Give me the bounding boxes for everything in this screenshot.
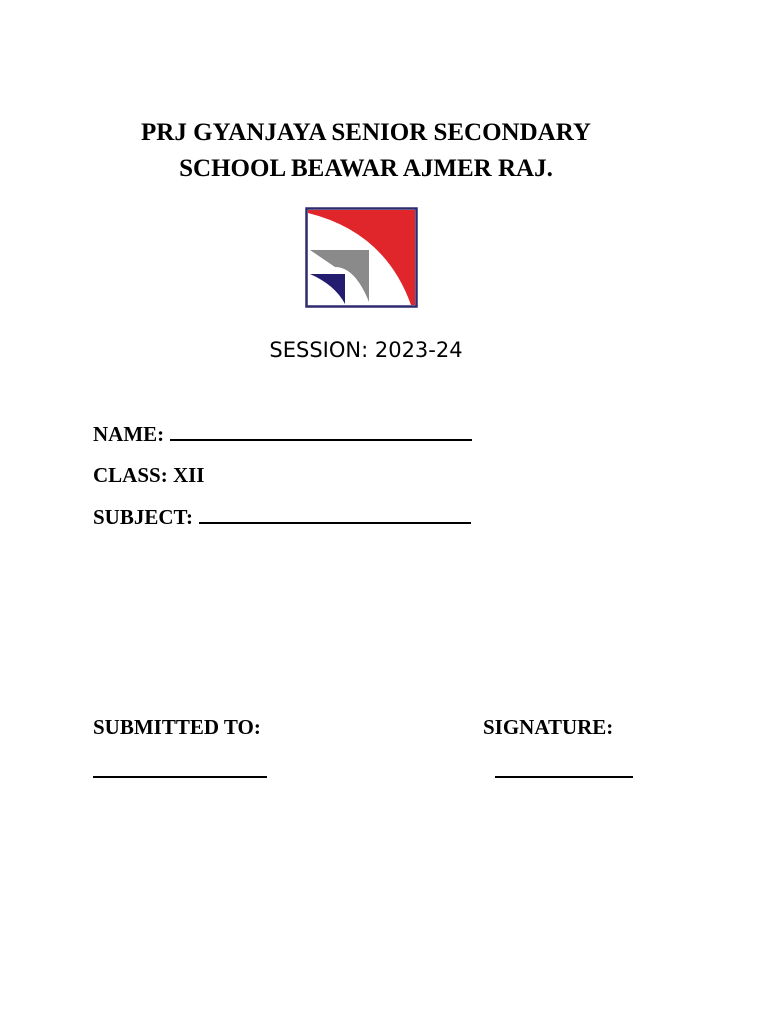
name-blank-line xyxy=(170,421,472,441)
class-field xyxy=(93,462,204,488)
submitted-to-blank-line xyxy=(93,776,267,778)
session-year: SESSION: 2023-24 xyxy=(269,338,463,362)
signature-label: SIGNATURE: xyxy=(483,715,614,739)
subject-blank-line xyxy=(199,504,471,524)
signature-blank-line xyxy=(495,776,633,778)
school-logo xyxy=(305,207,418,308)
name-field xyxy=(93,421,472,447)
school-name-line-1: PRJ GYANJAYA SENIOR SECONDARY xyxy=(141,119,591,146)
school-name-line-2: SCHOOL BEAWAR AJMER RAJ. xyxy=(179,155,553,182)
submitted-to-label: SUBMITTED TO: xyxy=(93,715,261,739)
subject-field xyxy=(93,504,471,530)
logo-icon xyxy=(305,207,418,308)
name-label: NAME: xyxy=(93,422,165,446)
subject-label: SUBJECT: xyxy=(93,505,193,529)
class-label: CLASS: XII xyxy=(93,463,205,487)
